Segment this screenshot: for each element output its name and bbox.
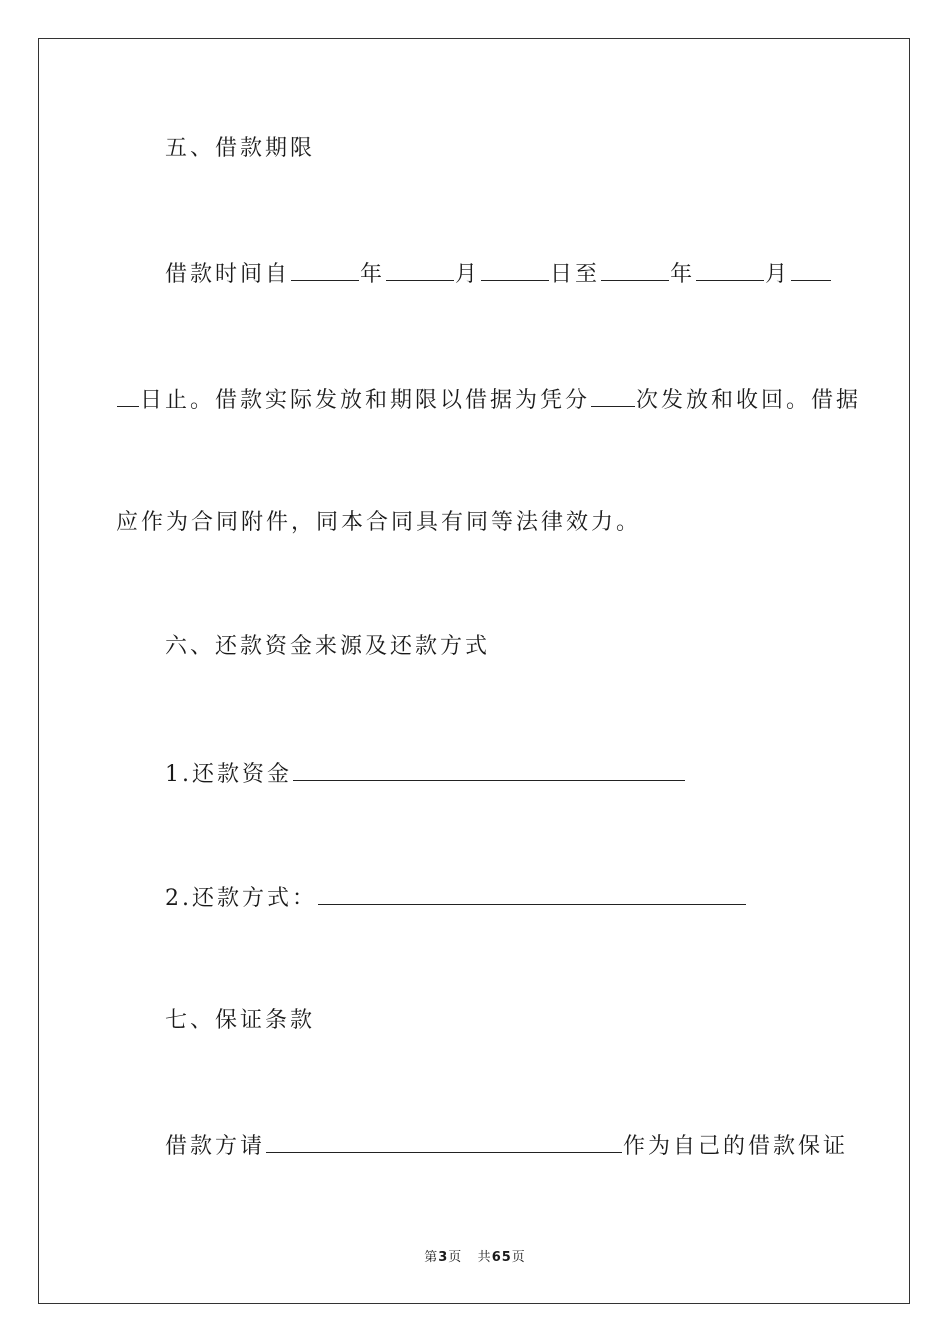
section-6-heading: 六、还款资金来源及还款方式 <box>165 634 491 659</box>
blank-start-year <box>291 258 359 281</box>
page-footer <box>0 1246 950 1265</box>
loan-period-text-cont: 次发放和收回。借据 <box>636 388 862 413</box>
section-5-heading: 五、借款期限 <box>165 136 316 161</box>
blank-repayment-source <box>293 758 685 781</box>
guarantee-label: 借款方请 <box>165 1134 266 1159</box>
blank-guarantor <box>266 1130 622 1153</box>
repayment-method-label: 2.还款方式： <box>165 886 317 911</box>
guarantee-text: 作为自己的借款保证 <box>623 1134 849 1159</box>
blank-start-day <box>481 258 549 281</box>
loan-period-text: 日止。借款实际发放和期限以借据为凭分 <box>140 388 591 413</box>
page-border <box>38 38 910 1304</box>
footer-prefix: 第 <box>424 1250 439 1265</box>
footer-page-suffix: 页 <box>448 1250 463 1265</box>
blank-repayment-method <box>318 882 746 905</box>
blank-start-month <box>386 258 454 281</box>
repayment-source-line <box>165 758 686 790</box>
repayment-source-label: 1.还款资金 <box>165 762 292 787</box>
month-label: 月 <box>455 262 481 287</box>
loan-period-line-3: 应作为合同附件，同本合同具有同等法律效力。 <box>116 510 642 535</box>
section-7-heading: 七、保证条款 <box>165 1008 316 1033</box>
month-label: 月 <box>765 262 791 287</box>
guarantee-line <box>165 1130 848 1162</box>
total-pages: 65 <box>491 1250 512 1265</box>
footer-total-prefix: 共 <box>477 1250 492 1265</box>
loan-period-label: 借款时间自 <box>165 262 291 287</box>
repayment-method-line <box>165 882 747 914</box>
blank-end-month <box>696 258 764 281</box>
blank-installments <box>591 384 635 407</box>
loan-period-line-1 <box>165 258 832 290</box>
blank-end-day-part1 <box>791 258 831 281</box>
day-to-label: 日至 <box>550 262 601 287</box>
loan-period-line-2 <box>116 384 861 416</box>
year-label: 年 <box>360 262 386 287</box>
footer-total-suffix: 页 <box>511 1250 526 1265</box>
page-number: 3 <box>438 1250 449 1265</box>
year-label: 年 <box>670 262 696 287</box>
blank-end-year <box>601 258 669 281</box>
blank-end-day-part2 <box>117 384 139 407</box>
